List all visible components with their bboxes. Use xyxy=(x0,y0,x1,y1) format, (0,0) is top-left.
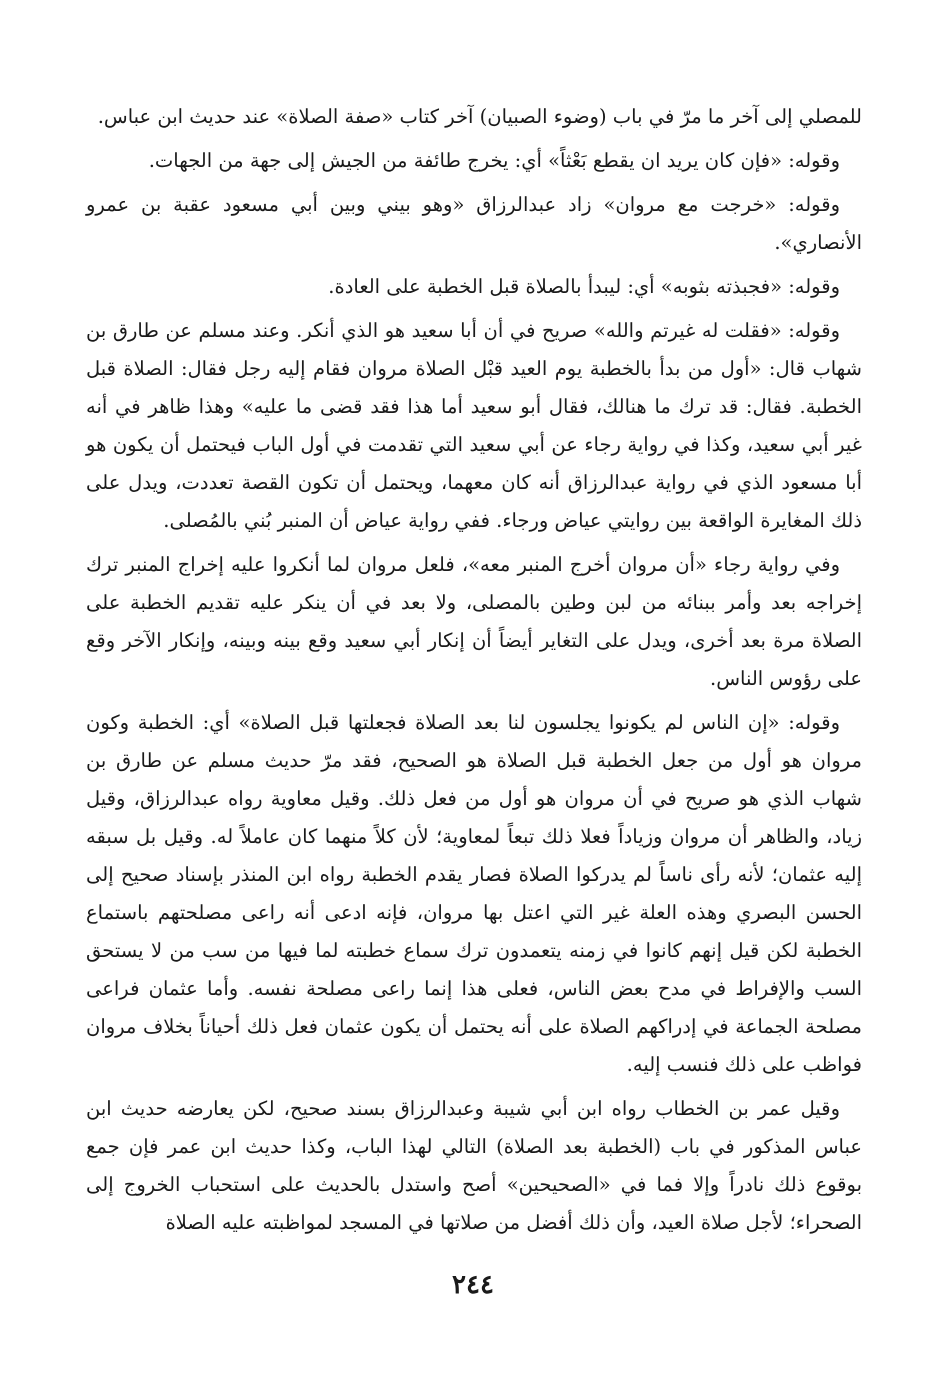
page-number: ٢٤٤ xyxy=(452,1270,494,1300)
paragraph-5: وقوله: «فقلت له غيرتم والله» صريح في أن أبا سعيد هو الذي أنكر. وعند مسلم عن طارق بن شهاب قال: «أول من بدأ بالخطبة يوم العيد قبْل الصلاة مروان فقام إليه رجل فقال: الصلاة قبل الخطبة. فقال: قد ترك ما هنالك، فقال أبو سعيد أما هذا فقد قضى ما عليه» وهذا ظاهر في أنه غير أبي سعيد، وكذا في رواية رجاء عن أبي سعيد التي تقدمت في أول الباب فيحتمل أن يكون هو أبا مسعود الذي في رواية عبدالرزاق أنه كان معهما، ويحتمل أن تكون القصة تعددت، ويدل على ذلك المغايرة الواقعة بين روايتي عياض ورجاء. ففي رواية عياض أن المنبر بُني بالمُصلى. xyxy=(86,319,862,532)
paragraph-3: وقوله: «خرجت مع مروان» زاد عبدالرزاق «وهو بيني وبين أبي مسعود عقبة بن عمرو الأنصاري». xyxy=(86,193,862,254)
paragraph-1: للمصلي إلى آخر ما مرّ في باب (وضوء الصبيان) آخر كتاب «صفة الصلاة» عند حديث ابن عباس. xyxy=(97,105,862,128)
paragraph-2: وقوله: «فإن كان يريد ان يقطع بَعْثاً» أي: يخرج طائفة من الجيش إلى جهة من الجهات. xyxy=(148,149,840,172)
body-text xyxy=(86,98,862,1248)
paragraph-6: وفي رواية رجاء «أن مروان أخرج المنبر معه»، فلعل مروان لما أنكروا عليه إخراج المنبر ترك إخراجه بعد وأمر ببنائه من لبن وطين بالمصلى، ولا بعد في أن ينكر عليه تقديم الخطبة على الصلاة مرة بعد أخرى، ويدل على التغاير أيضاً أن إنكار أبي سعيد وقع بينه وبينه، وإنكار الآخر وقع على رؤوس الناس. xyxy=(86,553,862,690)
paragraph-8: وقيل عمر بن الخطاب رواه ابن أبي شيبة وعبدالرزاق بسند صحيح، لكن يعارضه حديث ابن عباس المذكور في باب (الخطبة بعد الصلاة) التالي لهذا الباب، وكذا حديث ابن عمر فإن جمع بوقوع ذلك نادراً وإلا فما في «الصحيحين» أصح واستدل بالحديث على استحباب الخروج إلى الصحراء؛ لأجل صلاة العيد، وأن ذلك أفضل من صلاتها في المسجد لمواظبته عليه الصلاة xyxy=(86,1097,862,1234)
paragraph-4: وقوله: «فجبذته بثوبه» أي: ليبدأ بالصلاة قبل الخطبة على العادة. xyxy=(328,275,840,298)
paragraph-7: وقوله: «إن الناس لم يكونوا يجلسون لنا بعد الصلاة فجعلتها قبل الصلاة» أي: الخطبة وكون مروان هو أول من جعل الخطبة قبل الصلاة هو الصحيح، فقد مرّ حديث مسلم عن طارق بن شهاب الذي هو صريح في أن مروان هو أول من فعل ذلك. وقيل معاوية رواه عبدالرزاق، وقيل زياد، والظاهر أن مروان وزياداً فعلا ذلك تبعاً لمعاوية؛ لأن كلاً منهما كان عاملاً له. وقيل بل سبقه إليه عثمان؛ لأنه رأى ناساً لم يدركوا الصلاة فصار يقدم الخطبة رواه ابن المنذر بإسناد صحيح إلى الحسن البصري وهذه العلة غير التي اعتل بها مروان، فإنه ادعى أنه راعى مصلحتهم باستماع الخطبة لكن قيل إنهم كانوا في زمنه يتعمدون ترك سماع خطبته لما فيها من سب من لا يستحق السب والإفراط في مدح بعض الناس، فعلى هذا إنما راعى مصلحة نفسه. وأما عثمان فراعى مصلحة الجماعة في إدراكهم الصلاة على أنه يحتمل أن يكون عثمان فعل ذلك أحياناً بخلاف مروان فواظب على ذلك فنسب إليه. xyxy=(86,711,862,1076)
